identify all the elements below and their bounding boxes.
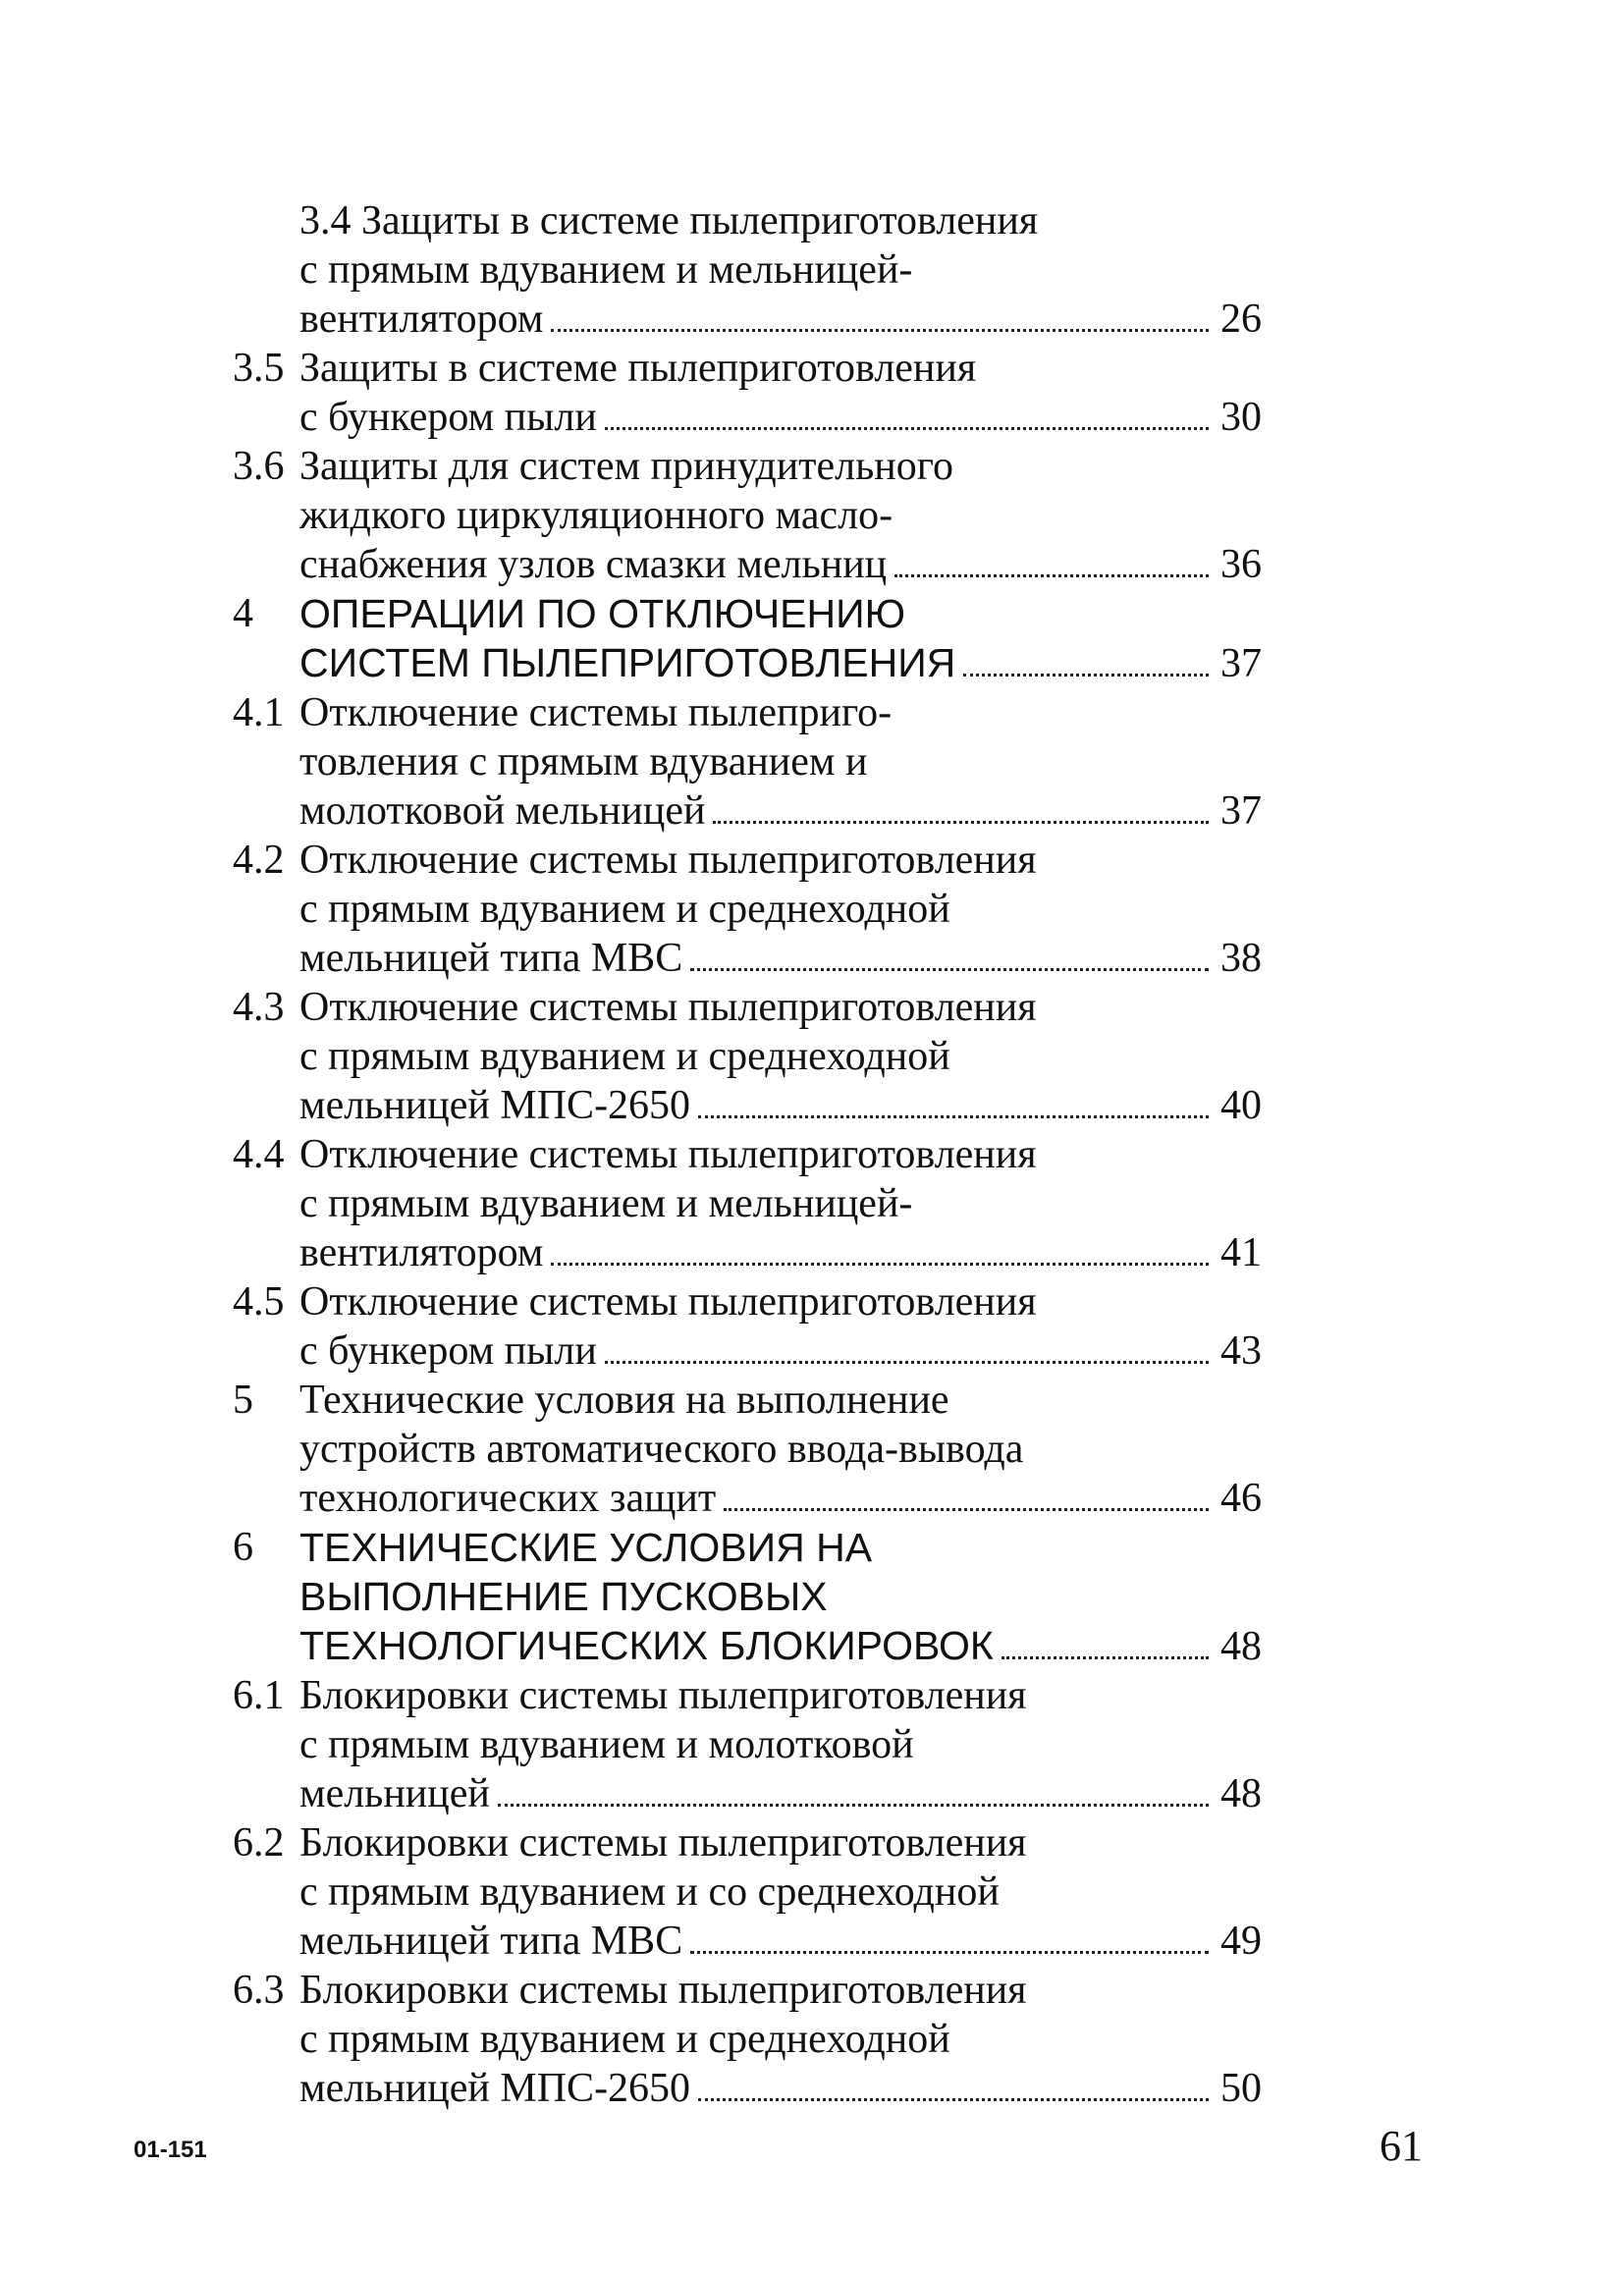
toc-entry-text: с бункером пыли [299, 1328, 597, 1374]
toc-entry-line: с прямым вдуванием и со среднеходной [299, 1869, 1000, 1915]
toc-entry-line: ОПЕРАЦИИ ПО ОТКЛЮЧЕНИЮ [299, 591, 906, 636]
toc-entry [0, 1966, 1624, 2113]
toc-entry-last-line [299, 1228, 1262, 1277]
toc-entry [0, 344, 1624, 442]
toc-entry-line: с прямым вдуванием и молотковой [299, 1722, 914, 1767]
toc-entry-text: молотковой мельницей [299, 788, 706, 834]
dot-leader [894, 574, 1209, 577]
toc-entry-text: вентилятором [299, 297, 544, 342]
toc-entry-line: Отключение системы пылеприго- [299, 690, 893, 735]
dot-leader [724, 1508, 1209, 1511]
dot-leader [1001, 1656, 1209, 1659]
toc-entry [0, 589, 1624, 688]
toc-entry-line: ТЕХНИЧЕСКИЕ УСЛОВИЯ НА [299, 1525, 873, 1570]
toc-entry [0, 442, 1624, 589]
toc-entry-text: ТЕХНОЛОГИЧЕСКИХ БЛОКИРОВОК [299, 1623, 994, 1668]
toc-page-number: 48 [1220, 1624, 1262, 1669]
toc-entry-text: мельницей МПС-2650 [299, 2066, 691, 2111]
toc-entry-text: мельницей типа МВС [299, 936, 683, 981]
toc-entry-line: с прямым вдуванием и среднеходной [299, 887, 950, 932]
toc-entry-text: мельницей МПС-2650 [299, 1083, 691, 1128]
dot-leader [698, 2098, 1209, 2101]
toc-page-number: 36 [1220, 542, 1262, 587]
toc-entry-line: 3.4 Защиты в системе пылеприготовления [299, 198, 1039, 244]
toc-entry-text: мельницей [299, 1771, 490, 1816]
toc-entry-number: 6.1 [233, 1673, 285, 1718]
toc-entry-line: Отключение системы пылеприготовления [299, 985, 1037, 1030]
toc-entry-line: с прямым вдуванием и мельницей- [299, 247, 913, 293]
toc-page-number: 30 [1220, 395, 1262, 440]
toc-entry-last-line [299, 1474, 1262, 1523]
toc-entry-last-line [299, 2064, 1262, 2113]
dot-leader [605, 1361, 1209, 1364]
toc-page-number: 40 [1220, 1083, 1262, 1128]
dot-leader [698, 1115, 1209, 1118]
dot-leader [690, 968, 1209, 971]
toc-entry-number: 4 [233, 591, 253, 636]
toc-entry [0, 836, 1624, 983]
dot-leader [551, 1263, 1209, 1266]
toc-entry-line: Блокировки системы пылеприготовления [299, 1820, 1027, 1866]
toc-entry-number: 6.3 [233, 1968, 285, 2013]
toc-page-number: 26 [1220, 297, 1262, 342]
toc-entry-last-line [299, 1769, 1262, 1818]
toc-entry-line: товления с прямым вдуванием и [299, 739, 868, 785]
toc-entry-line: жидкого циркуляционного масло- [299, 493, 893, 538]
toc-entry-number: 5 [233, 1378, 253, 1423]
toc-entry-number: 3.5 [233, 346, 285, 391]
toc-page-number: 37 [1220, 641, 1262, 686]
toc-entry-last-line [299, 786, 1262, 836]
toc-entry [0, 688, 1624, 836]
table-of-contents [0, 196, 1624, 2113]
toc-entry-text: снабжения узлов смазки мельниц [299, 542, 888, 587]
dot-leader [690, 1951, 1209, 1954]
toc-entry-line: устройств автоматического ввода-вывода [299, 1427, 1024, 1472]
toc-entry-line: Отключение системы пылеприготовления [299, 838, 1037, 883]
toc-page-number: 50 [1220, 2066, 1262, 2111]
dot-leader [551, 329, 1209, 332]
toc-entry-last-line [299, 638, 1262, 688]
toc-entry-line: Отключение системы пылеприготовления [299, 1132, 1037, 1177]
toc-entry-last-line [299, 1326, 1262, 1376]
toc-entry-line: Защиты в системе пылеприготовления [299, 346, 977, 391]
toc-entry [0, 1376, 1624, 1523]
toc-entry [0, 983, 1624, 1130]
toc-entry-line: с прямым вдуванием и мельницей- [299, 1181, 913, 1226]
dot-leader [713, 821, 1209, 824]
toc-entry-text: технологических защит [299, 1476, 717, 1521]
dot-leader [498, 1804, 1209, 1807]
toc-entry-line: с прямым вдуванием и среднеходной [299, 2017, 950, 2062]
toc-entry-last-line [299, 393, 1262, 442]
toc-entry [0, 1277, 1624, 1376]
toc-entry-number: 4.1 [233, 690, 285, 735]
dot-leader [605, 427, 1209, 430]
toc-entry [0, 1130, 1624, 1277]
toc-entry-line: Отключение системы пылеприготовления [299, 1279, 1037, 1325]
toc-entry-last-line [299, 1081, 1262, 1130]
toc-page-number: 49 [1220, 1919, 1262, 1964]
toc-entry-line: Технические условия на выполнение [299, 1378, 949, 1423]
toc-page-number: 37 [1220, 788, 1262, 834]
toc-entry [0, 1671, 1624, 1818]
toc-entry-line: ВЫПОЛНЕНИЕ ПУСКОВЫХ [299, 1574, 828, 1619]
toc-entry-number: 4.3 [233, 985, 285, 1030]
toc-entry-line: Блокировки системы пылеприготовления [299, 1673, 1027, 1718]
toc-entry-last-line [299, 540, 1262, 589]
toc-entry-text: мельницей типа МВС [299, 1919, 683, 1964]
toc-entry-number: 4.5 [233, 1279, 285, 1325]
document-code: 01-151 [134, 2137, 207, 2163]
toc-entry-line: Защиты для систем принудительного [299, 444, 953, 489]
toc-entry-number: 3.6 [233, 444, 285, 489]
toc-page-number: 38 [1220, 936, 1262, 981]
toc-entry-line: Блокировки системы пылеприготовления [299, 1968, 1027, 2013]
toc-page-number: 43 [1220, 1328, 1262, 1374]
toc-entry-text: СИСТЕМ ПЫЛЕПРИГОТОВЛЕНИЯ [299, 640, 956, 685]
toc-entry [0, 1818, 1624, 1966]
toc-entry-line: с прямым вдуванием и среднеходной [299, 1034, 950, 1079]
toc-entry-number: 4.4 [233, 1132, 285, 1177]
toc-entry-last-line [299, 1621, 1262, 1671]
toc-page-number: 41 [1220, 1230, 1262, 1275]
toc-entry-last-line [299, 295, 1262, 344]
toc-entry-number: 6 [233, 1525, 253, 1570]
toc-page-number: 48 [1220, 1771, 1262, 1816]
toc-page-number: 46 [1220, 1476, 1262, 1521]
toc-entry-number: 4.2 [233, 838, 285, 883]
toc-entry-text: вентилятором [299, 1230, 544, 1275]
toc-entry-last-line [299, 934, 1262, 983]
toc-entry-number: 6.2 [233, 1820, 285, 1866]
toc-entry-text: с бункером пыли [299, 395, 597, 440]
toc-entry [0, 196, 1624, 344]
page-number: 61 [1380, 2122, 1423, 2170]
toc-entry [0, 1523, 1624, 1671]
dot-leader [963, 674, 1209, 676]
toc-entry-last-line [299, 1917, 1262, 1966]
